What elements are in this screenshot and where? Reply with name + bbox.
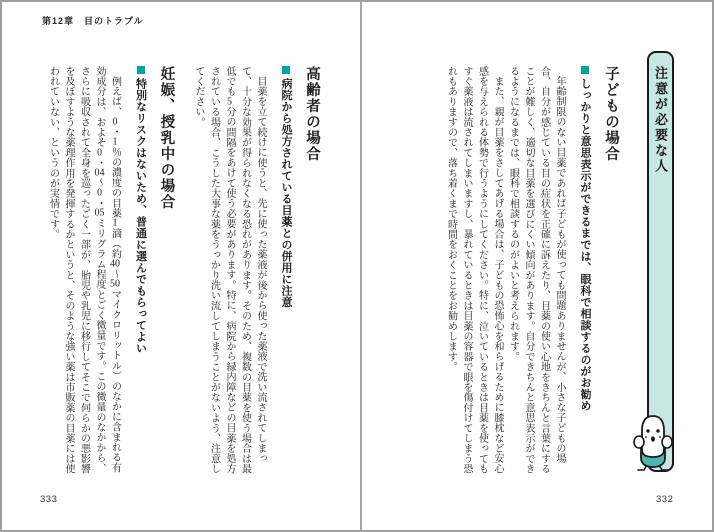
square-bullet-icon: [137, 66, 145, 74]
section-heading: 妊娠、授乳中の場合: [158, 66, 175, 210]
notice-banner: [647, 51, 674, 472]
chapter-title: 目のトラブル: [84, 16, 144, 26]
body-paragraph: 例えば、0・1％の濃度の目薬1滴（約40〜50マイクロリットル）のなかに含まれる有効成分は、およそ0・04〜0・05ミリグラム程度とごく微量です。この微量のなかから、さらに吸収されて全身を巡ったごく一部が、胎児や乳児に移行してそこで何らかの悪影響を及ぼすような薬理作用を発揮するかというと、そのような強い薬は市販薬の目薬には使われていない、というのが実情です。: [47, 66, 121, 474]
section-subheading-text: 病院から処方されている目薬との併用に注意: [280, 78, 292, 308]
section-heading: 子どもの場合: [603, 66, 619, 162]
section-subheading-text: しっかりと意思表示ができるまでは、眼科で相談するのがお勧め: [579, 78, 591, 412]
section-pregnancy: [45, 66, 178, 480]
eyedrop-character-icon: [632, 414, 674, 472]
page-right: [362, 2, 712, 530]
chapter-number: 第12章: [42, 16, 75, 26]
section-subheading: [132, 66, 149, 480]
page-number-left: 333: [40, 494, 58, 505]
left-page-content: [45, 66, 323, 480]
body-paragraph: 目薬を立て続けに使うと、先に使った薬液が後から使った薬液で洗い流されてしまって、十分な効果が得られなくなる恐れがあります。そのため、複数の目薬を使う場合は最低でも5分の間隔をあけて使う必要があります。特に、病院から緑内障などの目薬を処方されている場合、こうした大事な薬をうっかり洗い流してしまうことがないよう、注意してください。: [193, 66, 266, 474]
body-paragraph: また、親が目薬をさしてあげる場合は、子どもの恐怖心を和らげるために膝枕など安心感を与えられる体勢で行うようにしてください。特に、泣いているときは目薬を使ってもすぐ薬液は流されてしまいますし、暴れているときは目薬の容器で眼を傷付けてしまう恐れもありますので、落ち着くまで時間をおくことをお勧めします。: [445, 66, 503, 474]
section-heading: 高齢者の場合: [304, 66, 320, 162]
section-elderly: [191, 66, 324, 480]
chapter-header: [42, 14, 144, 27]
section-subheading-text: 特別なリスクはないため、普通に選んでもらってよい: [134, 78, 147, 354]
page-left: [2, 2, 360, 530]
body-paragraph: 年齢制限のない目薬であれば子どもが使っても問題ありませんが、小さな子どもの場合、自分が感じている目の症状を正確に訴えたり、目薬の使い心地をきちんと言葉にすることが難しく、適切な目薬を選びにくい傾向があります。自分できちんと意思表示ができるようになるまでは、眼科で相談するのがよいと考えられます。: [507, 66, 565, 474]
square-bullet-icon: [581, 66, 589, 74]
section-children: [443, 66, 622, 480]
notice-banner-label: 注意が必要な人: [653, 66, 668, 175]
page-number-right: 332: [656, 494, 674, 505]
right-page-content: [443, 66, 622, 480]
square-bullet-icon: [282, 66, 290, 74]
section-subheading: [277, 66, 294, 480]
section-subheading: [576, 66, 593, 480]
